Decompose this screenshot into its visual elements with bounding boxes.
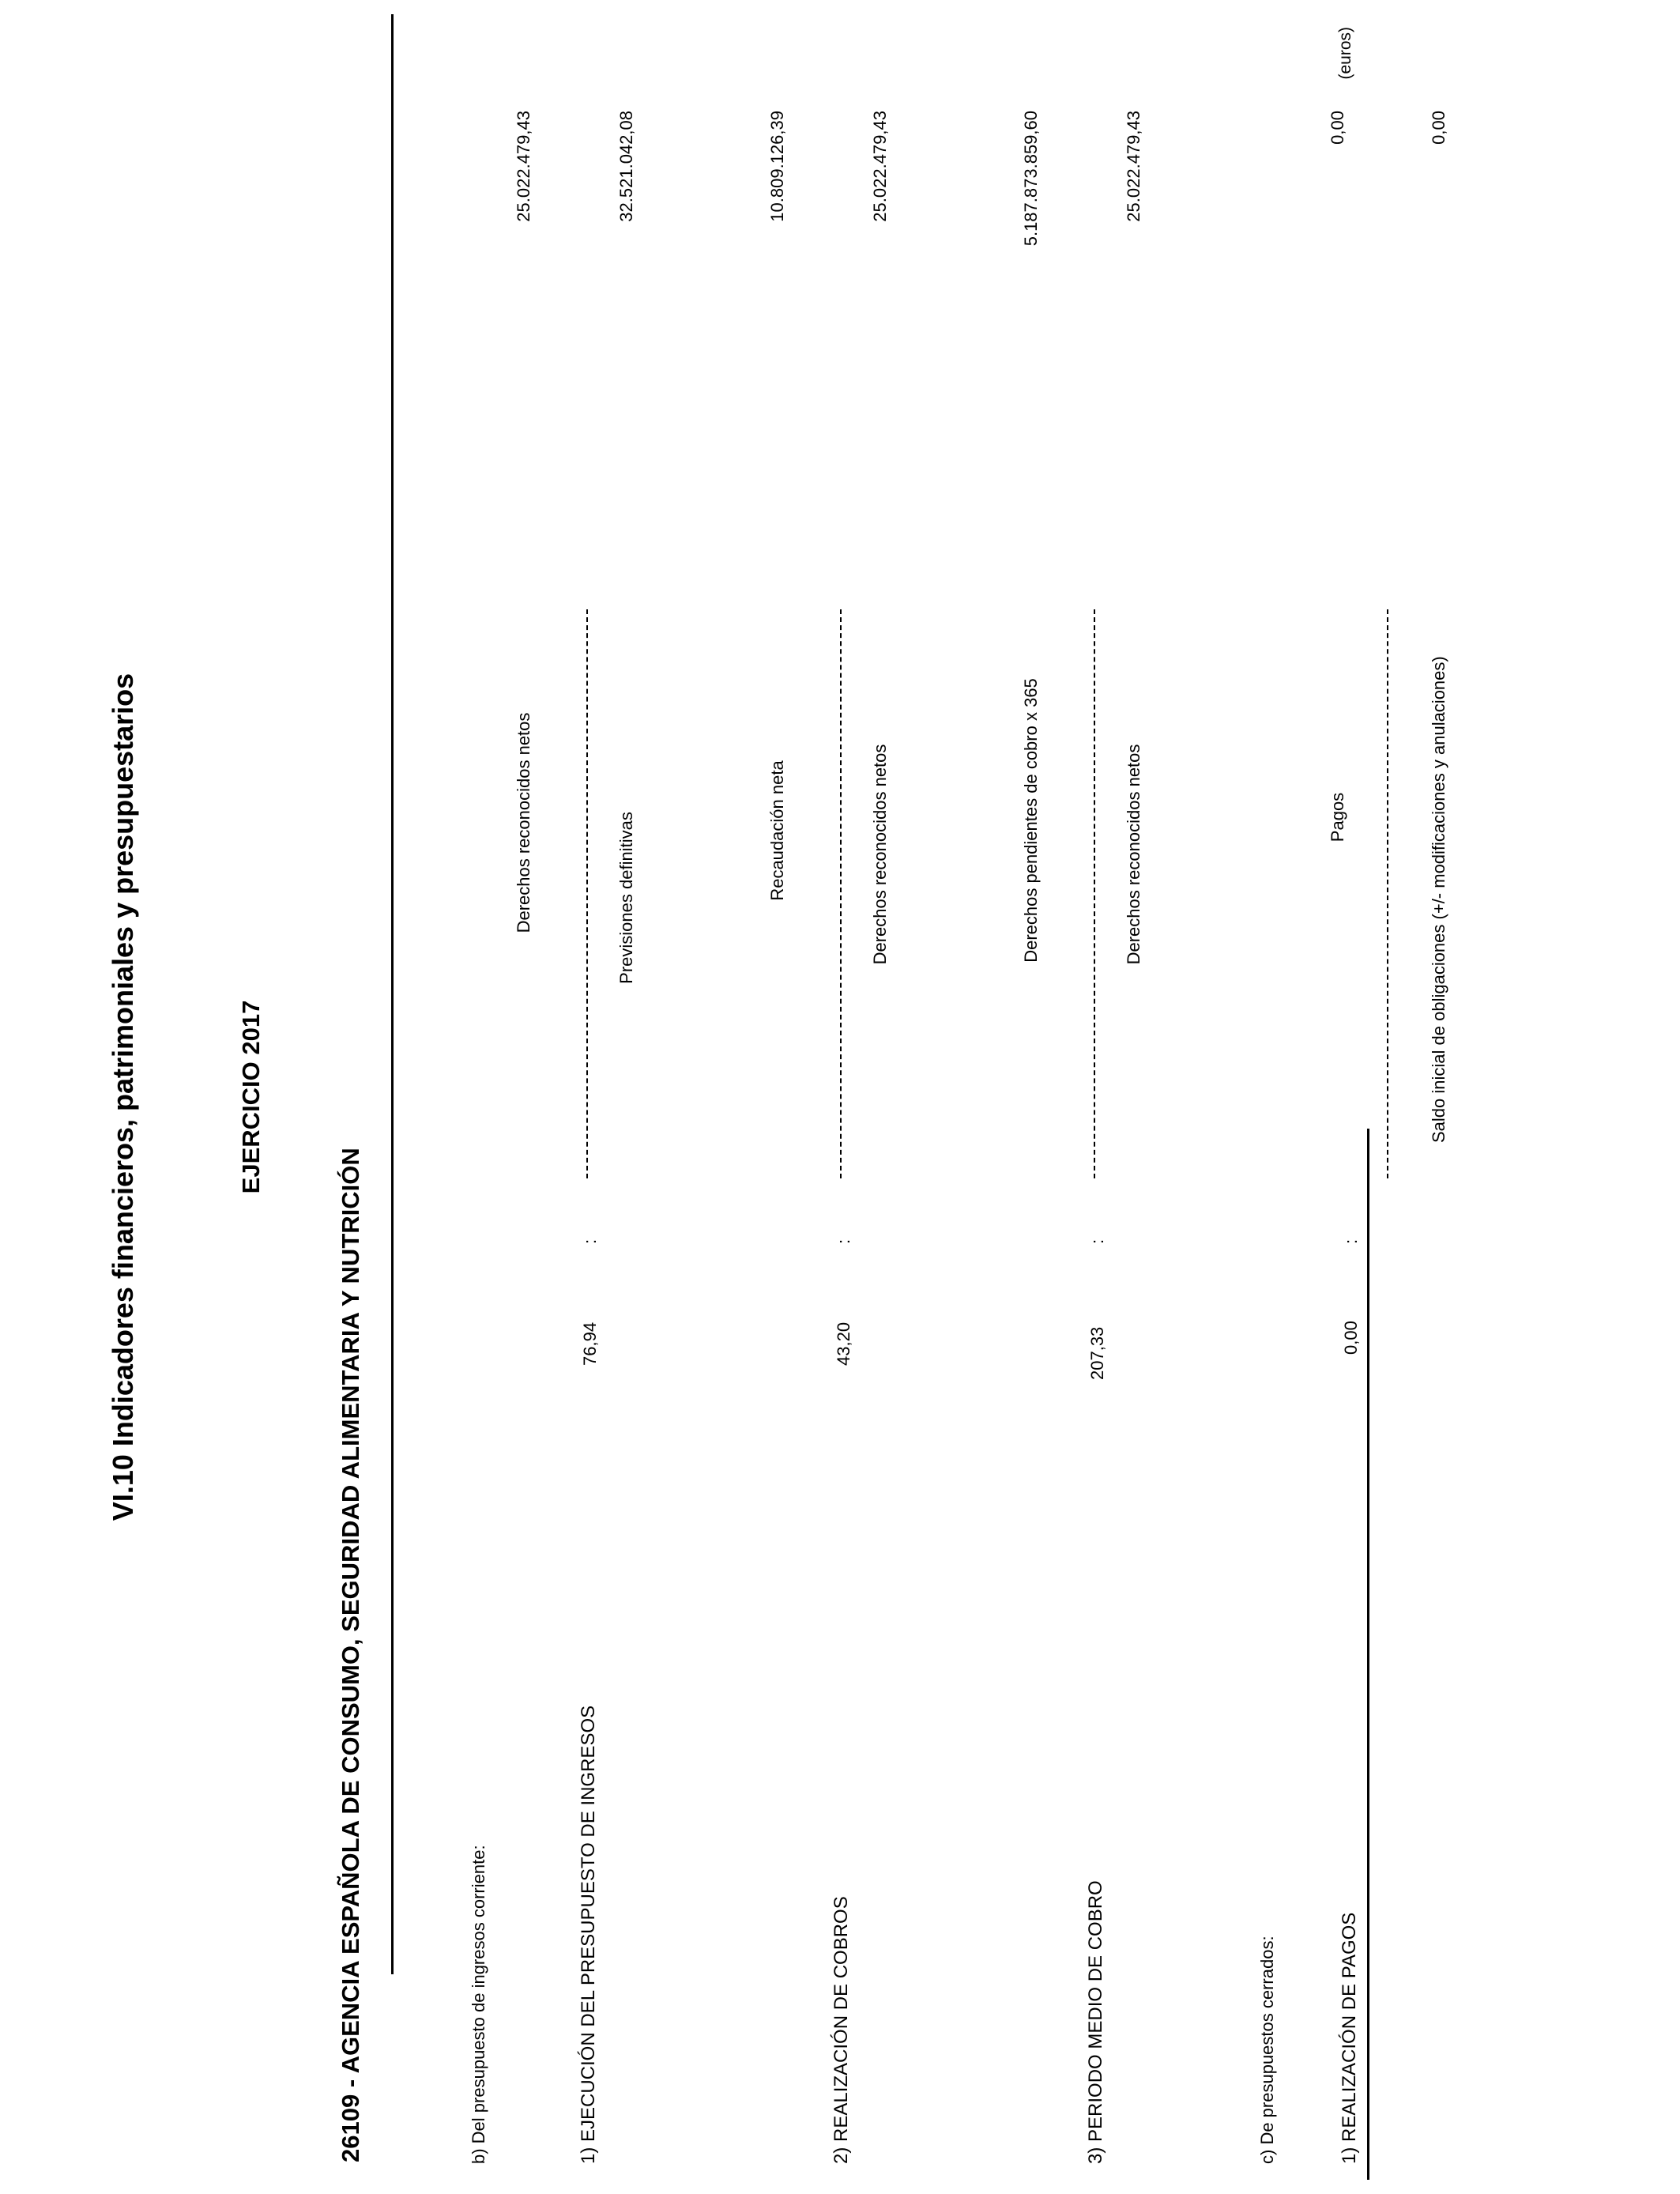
indicator-payments-colon: : xyxy=(1341,1238,1361,1244)
indicator-payments-denominator-value: 0,00 xyxy=(1429,111,1448,145)
indicator-collection-period-denominator: Derechos reconocidos netos xyxy=(1124,744,1143,965)
fraction-line xyxy=(840,609,842,1178)
indicator-collection-period-colon: : xyxy=(1087,1238,1107,1244)
units-label: (euros) xyxy=(1336,27,1354,80)
indicator-collection-period-label: 3) PERIODO MEDIO DE COBRO xyxy=(1085,1880,1106,2164)
indicator-payments-numerator: Pagos xyxy=(1328,792,1347,843)
indicator-collections-numerator: Recaudación neta xyxy=(767,760,787,901)
indicator-collection-period-numerator-value: 5.187.873.859,60 xyxy=(1021,111,1041,247)
right-margin-rule xyxy=(1367,1129,1369,2180)
indicator-execution-value: 76,94 xyxy=(580,1321,600,1366)
fraction-line xyxy=(1094,609,1095,1178)
indicator-execution-numerator-value: 25.022.479,43 xyxy=(514,111,533,222)
section-c-heading: c) De presupuestos cerrados: xyxy=(1257,1936,1277,2164)
indicator-collection-period-numerator: Derechos pendientes de cobro x 365 xyxy=(1021,678,1041,963)
indicator-collections-denominator-value: 25.022.479,43 xyxy=(870,111,890,222)
indicator-execution-denominator: Previsiones definitivas xyxy=(616,812,636,984)
indicator-execution-colon: : xyxy=(580,1238,600,1244)
indicator-payments-label: 1) REALIZACIÓN DE PAGOS xyxy=(1339,1912,1360,2164)
indicator-execution-label: 1) EJECUCIÓN DEL PRESUPUESTO DE INGRESOS xyxy=(578,1705,599,2164)
indicator-payments-numerator-value: 0,00 xyxy=(1328,111,1347,145)
indicator-execution-denominator-value: 32.521.042,08 xyxy=(616,111,636,222)
header-top-rule xyxy=(391,14,394,1974)
section-b-heading: b) Del presupuesto de ingresos corriente: xyxy=(469,1845,488,2164)
indicator-collections-value: 43,20 xyxy=(834,1321,853,1366)
indicator-collections-label: 2) REALIZACIÓN DE COBROS xyxy=(831,1896,852,2164)
indicator-collection-period-value: 207,33 xyxy=(1087,1326,1107,1380)
indicator-collections-numerator-value: 10.809.126,39 xyxy=(767,111,787,222)
entity-name: 26109 - AGENCIA ESPAÑOLA DE CONSUMO, SEGURIDAD ALIMENTARIA Y NUTRICIÓN xyxy=(337,1148,364,2162)
fiscal-year-subtitle: EJERCICIO 2017 xyxy=(237,1000,265,1194)
indicator-collections-colon: : xyxy=(834,1238,853,1244)
indicator-payments-value: 0,00 xyxy=(1341,1321,1361,1355)
indicator-execution-numerator: Derechos reconocidos netos xyxy=(514,712,533,933)
indicator-collection-period-denominator-value: 25.022.479,43 xyxy=(1124,111,1143,222)
fraction-line xyxy=(1387,609,1388,1178)
fraction-line xyxy=(586,609,588,1178)
page-title: VI.10 Indicadores financieros, patrimoniales y presupuestarios xyxy=(107,673,139,1521)
indicator-collections-denominator: Derechos reconocidos netos xyxy=(870,744,890,965)
indicator-payments-denominator: Saldo inicial de obligaciones (+/- modificaciones y anulaciones) xyxy=(1429,656,1448,1143)
